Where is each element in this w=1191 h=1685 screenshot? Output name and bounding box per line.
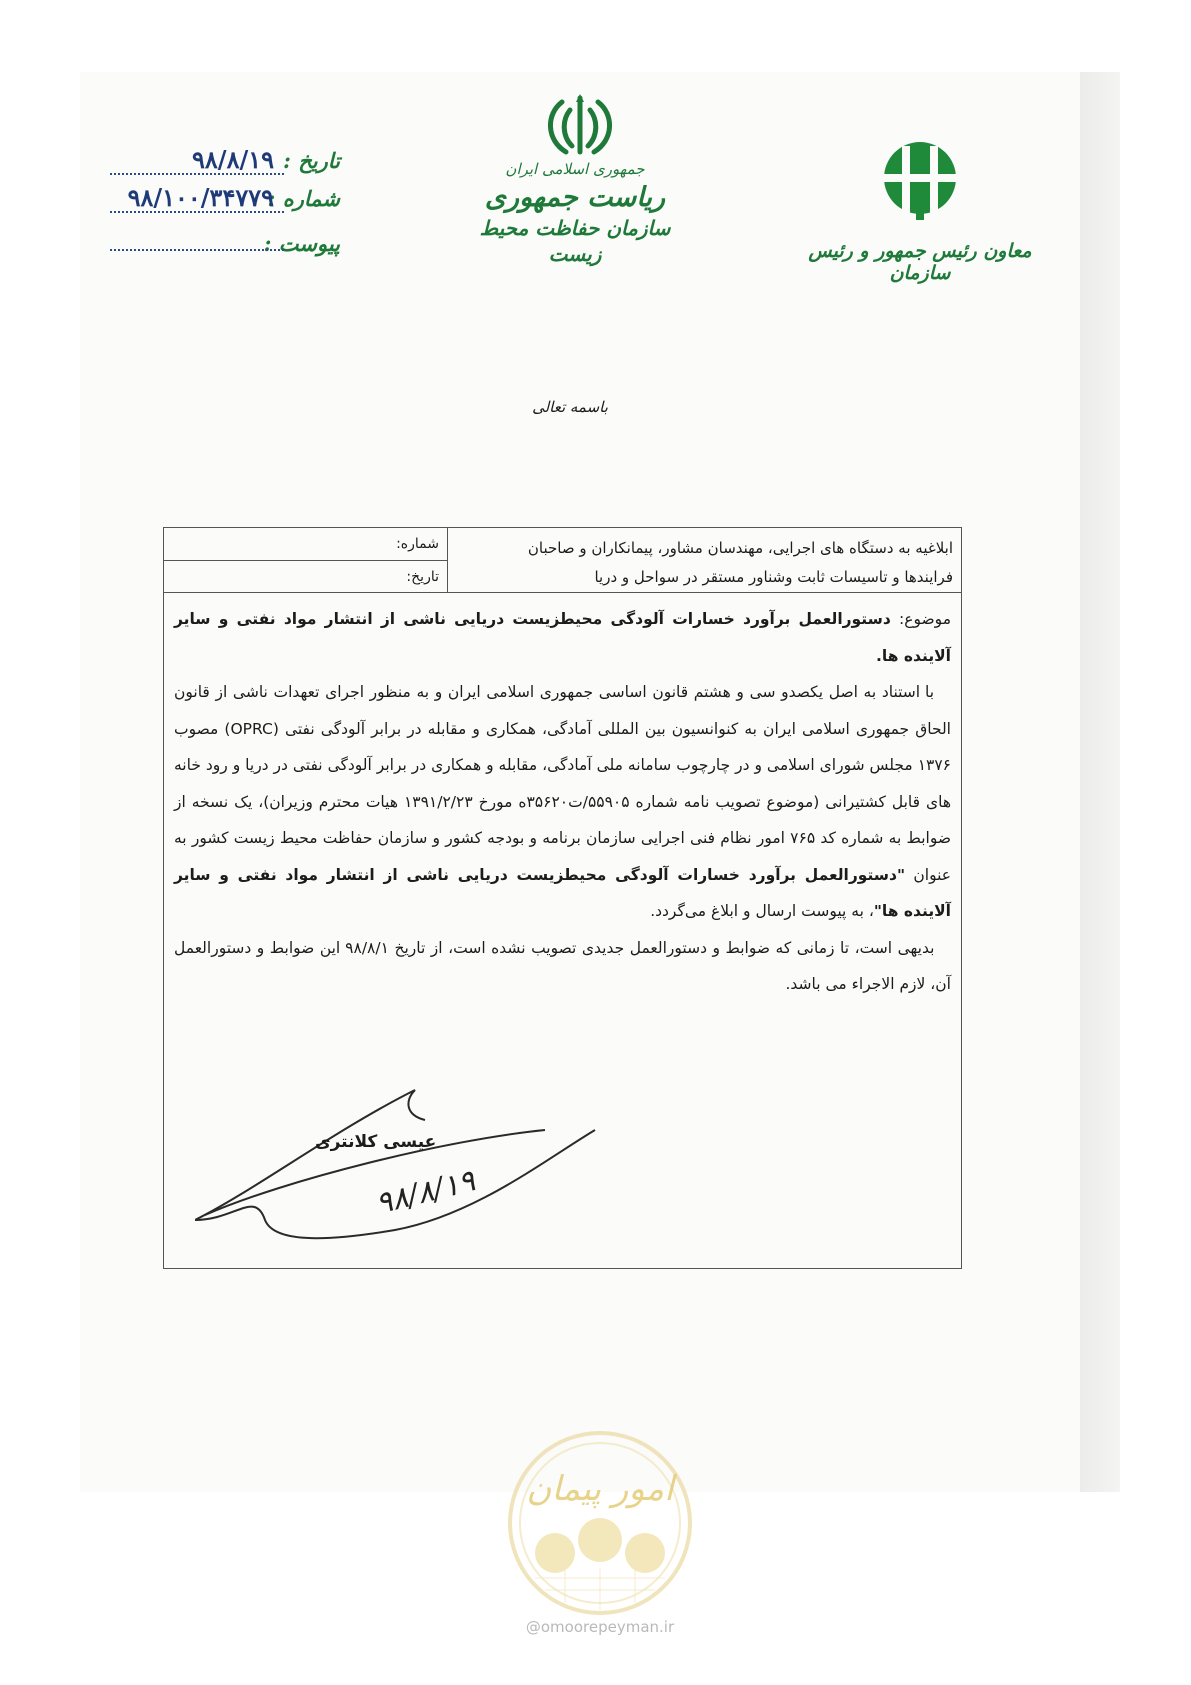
doe-logo-icon xyxy=(880,140,960,222)
signer-name: عیسی کلانتری xyxy=(315,1132,437,1152)
watermark-text: امور پیمان xyxy=(526,1469,674,1509)
organization-name: سازمان حفاظت محیط زیست xyxy=(479,215,671,266)
header-attachment-value xyxy=(110,221,284,251)
header-attachment-label: پیوست : xyxy=(263,231,340,256)
addressee xyxy=(447,528,961,592)
country-name: جمهوری اسلامی ایران xyxy=(505,160,645,178)
iran-emblem xyxy=(510,92,650,164)
subject-line xyxy=(174,601,951,674)
header-date-row xyxy=(110,145,340,183)
paragraph-1-part-2: ، به پیوست ارسال و ابلاغ می‌گردد. xyxy=(650,902,874,920)
paragraph-2-text: بدیهی است، تا زمانی که ضوابط و دستورالعمل جدیدی تصویب نشده است، از تاریخ ۹۸/۸/۱ این ضوابط و دستورالعمل آن، لازم الاجراء می باشد. xyxy=(174,938,951,993)
form-header xyxy=(164,528,961,593)
bismillah: باسمه تعالی xyxy=(532,398,608,416)
paragraph-2 xyxy=(174,930,951,1003)
header-attachment-row xyxy=(110,221,340,259)
addressee-line-2: فرایندها و تاسیسات ثابت وشناور مستقر در سواحل و دریا xyxy=(594,568,953,586)
header-number-row xyxy=(110,183,340,221)
org-caption: معاون رئیس جمهور و رئیس سازمان xyxy=(808,240,1032,284)
letter-body xyxy=(164,593,961,1003)
paragraph-1 xyxy=(174,674,951,930)
form-number-label: شماره: xyxy=(164,528,447,561)
addressee-line-1: ابلاغیه به دستگاه های اجرایی، مهندسان مشاور، پیمانکاران و صاحبان xyxy=(527,539,953,557)
center-titles xyxy=(460,160,690,267)
signature-scribble xyxy=(195,1070,615,1250)
scan-edge xyxy=(1080,72,1120,1492)
form-date-label: تاریخ: xyxy=(406,569,439,585)
signature-date: ۹۸/۸/۱۹ xyxy=(372,1163,479,1222)
watermark-url: @omoorepeyman.ir xyxy=(525,1618,675,1636)
paragraph-1-bold: "دستورالعمل برآورد خسارات آلودگی محیطزیست دریایی ناشی از انتشار مواد نفتی و سایر آلاینده ها" xyxy=(174,865,951,920)
presidency-title: ریاست جمهوری xyxy=(484,181,666,213)
watermark-logo xyxy=(505,1428,695,1618)
iran-emblem-icon xyxy=(540,92,620,160)
header-date-label: تاریخ : xyxy=(283,148,340,173)
subject-text: دستورالعمل برآورد خسارات آلودگی محیطزیست دریایی ناشی از انتشار مواد نفتی و سایر آلاینده ها. xyxy=(174,610,951,665)
header-date-value: ۹۸/۸/۱۹ xyxy=(110,145,284,175)
header-fields xyxy=(110,145,340,259)
form-meta xyxy=(164,528,447,592)
header-number-value: ۹۸/۱۰۰/۳۴۷۷۹ xyxy=(110,183,284,213)
doe-logo xyxy=(880,140,960,226)
subject-label: موضوع: xyxy=(899,610,951,628)
header-number-label: شماره : xyxy=(267,186,340,211)
paragraph-1-part-1: با استناد به اصل یکصدو سی و هشتم قانون اساسی جمهوری اسلامی ایران و به منظور اجرای تعهدات ناشی از قانون الحاق جمهوری اسلامی ایران به کنوانسیون بین المللی آمادگی، همکاری و مقابله در برابر آلودگی نفتی (OPRC) مصوب ۱۳۷۶ مجلس شورای اسلامی و در چارچوب سامانه ملی آمادگی، مقابله و همکاری در برابر آلودگی نفتی در دریا و رود خانه های قابل کشتیرانی (موضوع تصویب نامه شماره ۵۵۹۰۵/ت۳۵۶۲۰ه مورخ ۱۳۹۱/۲/۲۳ هیات محترم وزیران)، یک نسخه از ضوابط به شماره کد ۷۶۵ امور نظام فنی اجرایی سازمان برنامه و بودجه کشور و سازمان حفاظت محیط زیست کشور به عنوان xyxy=(174,683,952,884)
